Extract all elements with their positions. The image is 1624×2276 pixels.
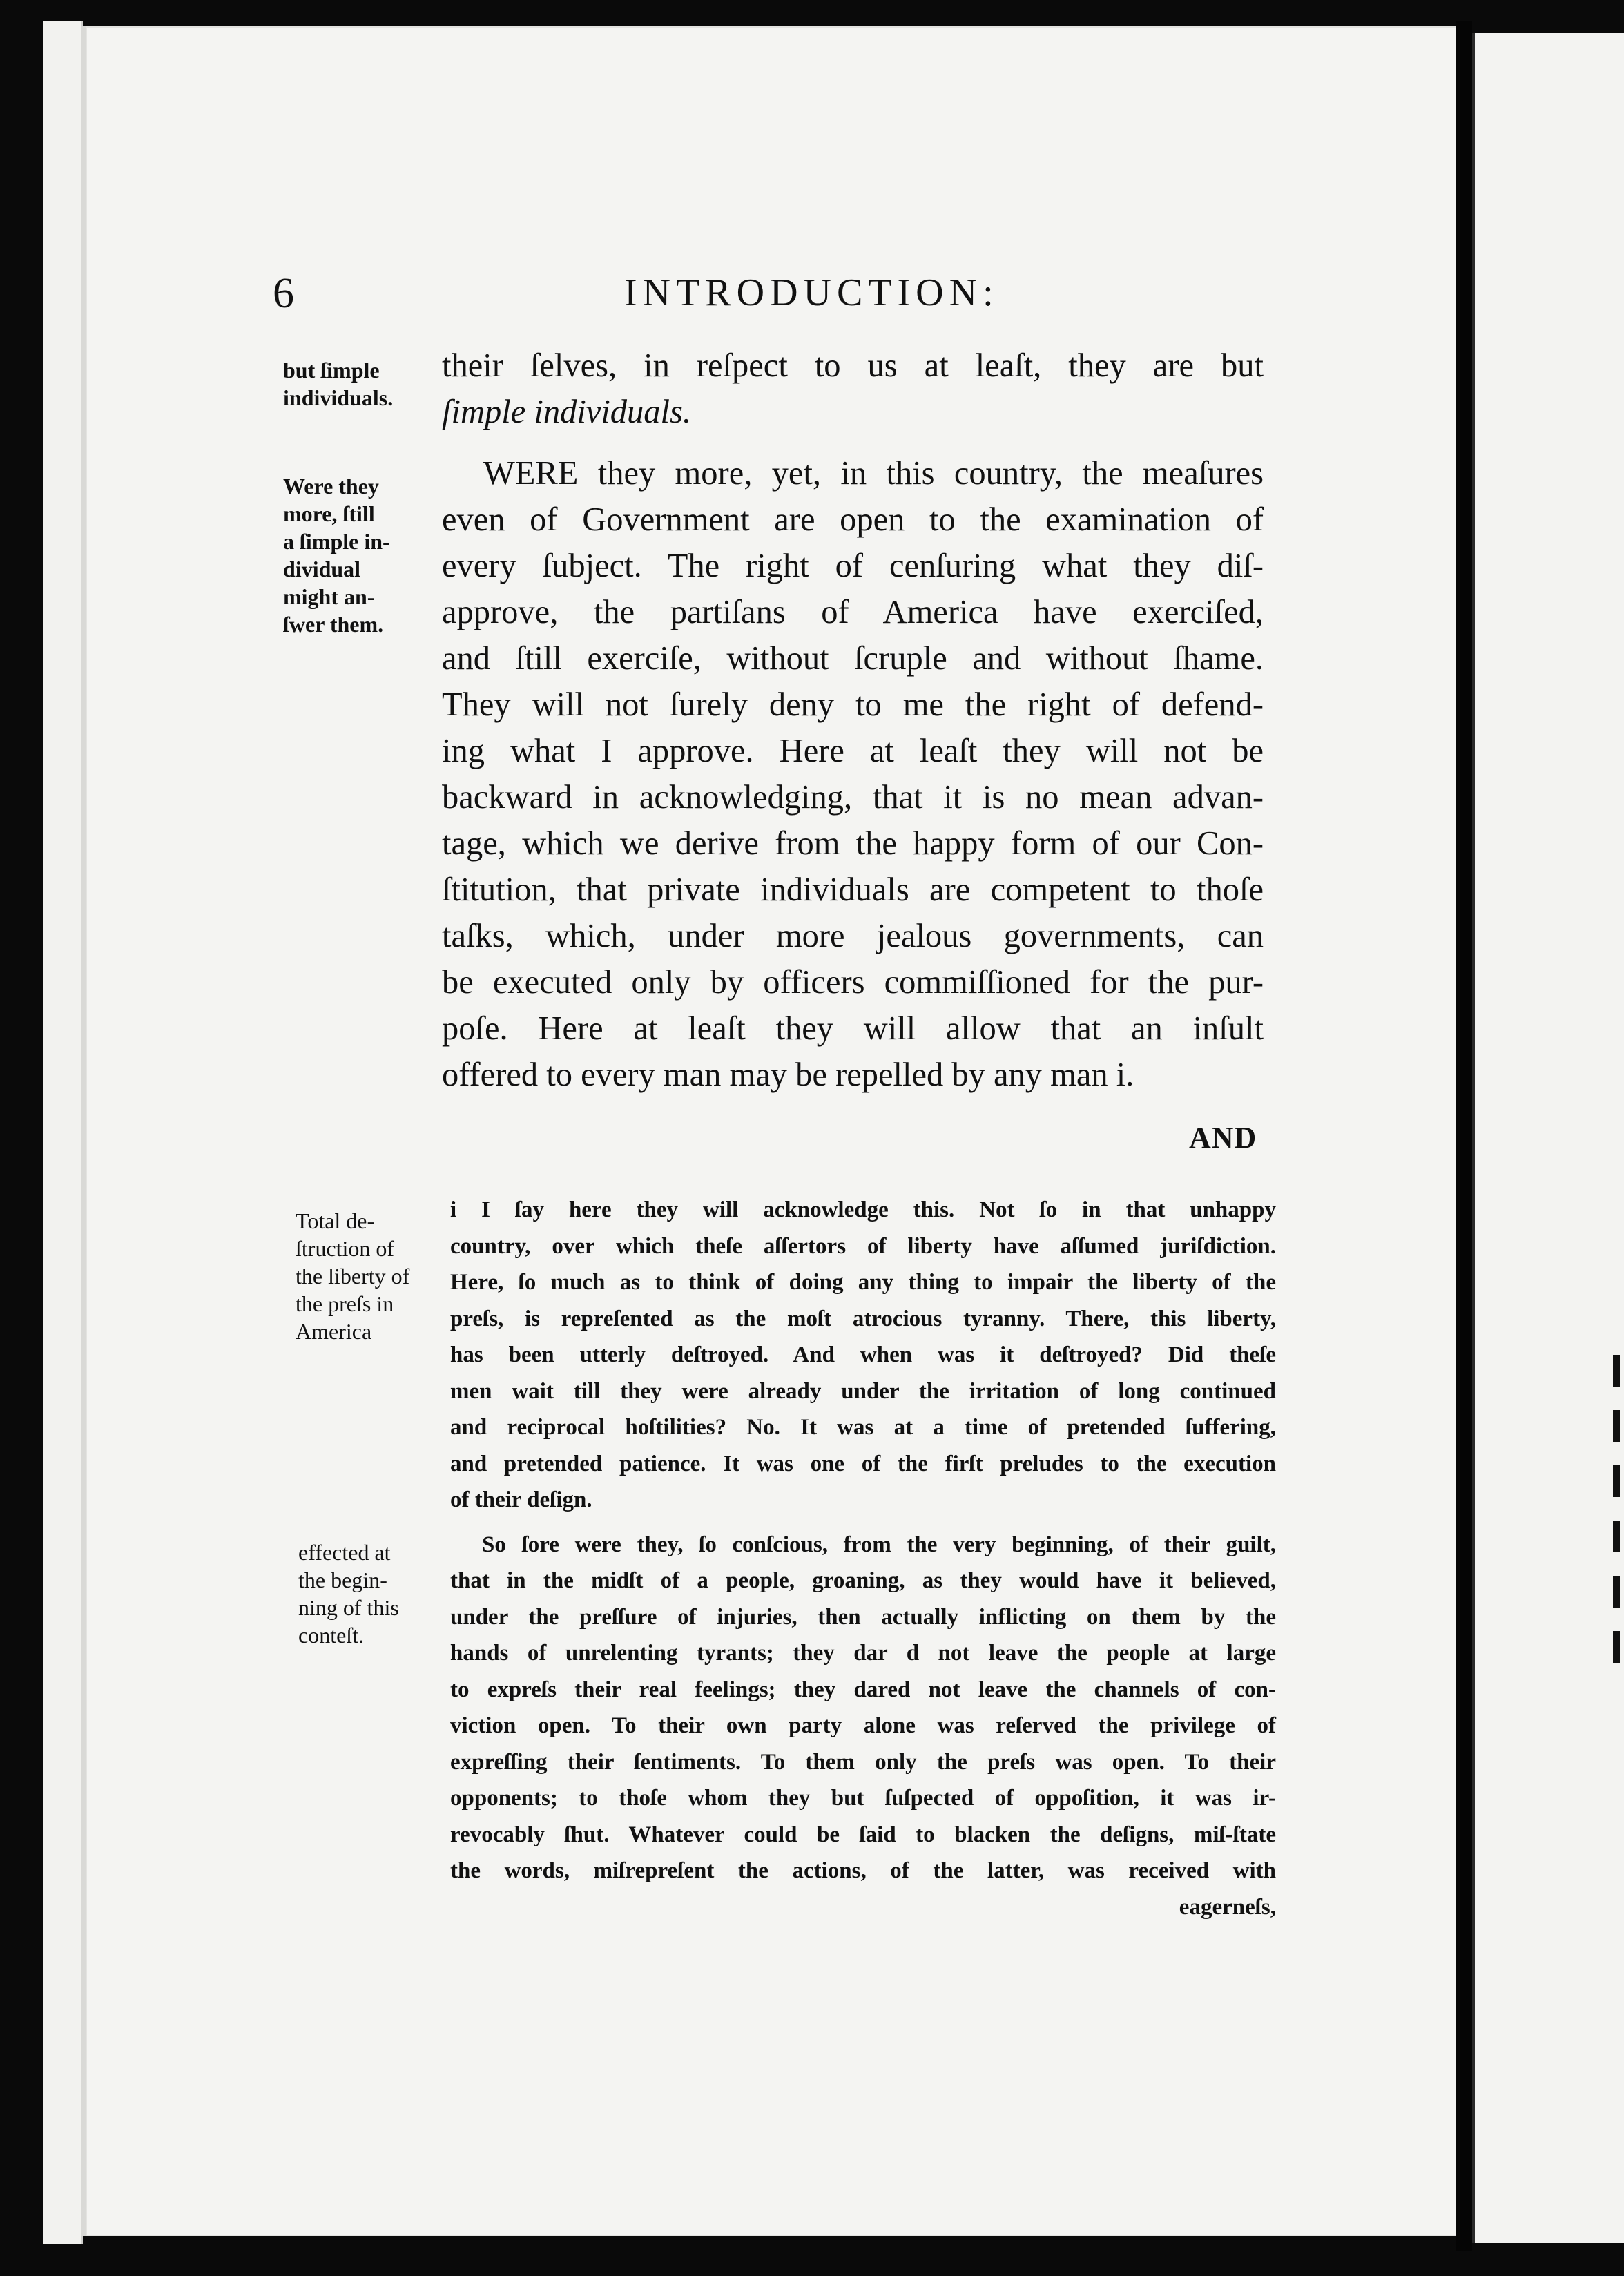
page-number: 6	[273, 270, 294, 317]
margin-note-line: ſwer them.	[283, 612, 384, 637]
running-title: INTRODUCTION:	[624, 271, 999, 314]
facing-page-edge	[1472, 33, 1624, 2243]
footnote-line: i I ſay here they will acknowledge this. Not ſo in that unhappy	[450, 1197, 1276, 1222]
footnote	[450, 1192, 1276, 1925]
footnote-line: eagerneſs,	[1179, 1894, 1276, 1920]
margin-note-line: Were they	[283, 474, 379, 499]
margin-note-line: might an-	[283, 584, 375, 609]
margin-note-line: the liberty of	[296, 1264, 410, 1289]
margin-note-line: the begin-	[298, 1568, 387, 1592]
footnote-paragraph-gap	[450, 1518, 1276, 1527]
footnote-line: has been utterly deſtroyed. And when was it deſtroyed? Did theſe	[450, 1342, 1276, 1367]
footnote-line: and pretended patience. It was one of the firſt preludes to the execution	[450, 1451, 1276, 1476]
footnote-line: the words, miſrepreſent the actions, of the latter, was received with	[450, 1858, 1276, 1883]
text-line: approve, the partiſans of America have exerciſed,	[442, 594, 1264, 630]
text-line: their ſelves, in reſpect to us at leaſt, they are but	[442, 347, 1264, 384]
footnote-line: viction open. To their own party alone was reſerved the privilege of	[450, 1713, 1276, 1738]
footnote-line: under the preſſure of injuries, then actually inflicting on them by the	[450, 1604, 1276, 1630]
footnote-line: expreſſing their ſentiments. To them only the preſs was open. To their	[450, 1749, 1276, 1775]
margin-note-line: Total de-	[296, 1208, 375, 1233]
footnote-line: that in the midſt of a people, groaning, as they would have it believed,	[450, 1568, 1276, 1593]
text-line: ing what I approve. Here at leaſt they will not be	[442, 733, 1264, 769]
margin-note	[283, 472, 442, 638]
text-line: ſimple individuals.	[442, 394, 692, 430]
text-line: even of Government are open to the examination of	[442, 501, 1264, 538]
text-line: tage, which we derive from the happy form of our Con-	[442, 825, 1264, 862]
page-edge	[43, 21, 83, 2244]
margin-note-line: individuals.	[283, 385, 394, 410]
text-line: every ſubject. The right of cenſuring what they diſ-	[442, 548, 1264, 584]
footnote-line: opponents; to thoſe whom they but ſuſpected of oppoſition, it was ir-	[450, 1786, 1276, 1811]
text-line: ſtitution, that private individuals are competent to thoſe	[442, 871, 1264, 908]
footnote-line: and reciprocal hoſtilities? No. It was at a time of pretended ſuffering,	[450, 1415, 1276, 1440]
footnote-line: men wait till they were already under the irritation of long continued	[450, 1378, 1276, 1404]
scan-frame-top	[0, 0, 1624, 28]
text-line: be executed only by officers commiſſioned for the pur-	[442, 964, 1264, 1001]
text-line: WERE they more, yet, in this country, the meaſures	[483, 455, 1264, 492]
footnote-line: of their deſign.	[450, 1487, 592, 1512]
margin-note-line: dividual	[283, 557, 361, 581]
margin-note-line: effected at	[298, 1540, 391, 1565]
footnote-line: So ſore were they, ſo conſcious, from the very beginning, of their guilt,	[482, 1532, 1276, 1557]
margin-note-line: ning of this	[298, 1595, 399, 1620]
margin-note-line: more, ſtill	[283, 501, 375, 526]
margin-note-line: but ſimple	[283, 358, 380, 383]
text-line: and ſtill exerciſe, without ſcruple and without ſhame.	[442, 640, 1264, 677]
footnote-line: preſs, is repreſented as the moſt atrocious tyranny. There, this liberty,	[450, 1306, 1276, 1331]
footnote-line: hands of unrelenting tyrants; they dar d not leave the people at large	[450, 1641, 1276, 1666]
margin-note-line: America	[296, 1319, 372, 1344]
footnote-line: to expreſs their real feelings; they dared not leave the channels of con-	[450, 1677, 1276, 1702]
margin-note-line: the preſs in	[296, 1291, 394, 1316]
text-line: backward in acknowledging, that it is no mean advan-	[442, 779, 1264, 816]
main-text	[442, 343, 1264, 1098]
text-line: offered to every man may be repelled by any man i.	[442, 1057, 1134, 1093]
footnote-line: country, over which theſe aſſertors of liberty have aſſumed juriſdiction.	[450, 1233, 1276, 1259]
margin-note	[296, 1207, 454, 1345]
margin-note-line: conteſt.	[298, 1623, 365, 1648]
text-line: taſks, which, under more jealous governments, can	[442, 918, 1264, 954]
page-gutter	[1456, 21, 1472, 2251]
footnote-line: revocably ſhut. Whatever could be ſaid to blacken the deſigns, miſ-ſtate	[450, 1822, 1276, 1847]
facing-page-text-fragments	[1613, 1331, 1624, 1732]
margin-note-line: ſtruction of	[296, 1236, 395, 1261]
text-line: They will not ſurely deny to me the right of defend-	[442, 686, 1264, 723]
catchword: AND	[1189, 1121, 1257, 1155]
text-line: poſe. Here at leaſt they will allow that an inſult	[442, 1010, 1264, 1047]
margin-note-line: a ſimple in-	[283, 529, 390, 554]
footnote-line: Here, ſo much as to think of doing any thing to impair the liberty of the	[450, 1270, 1276, 1295]
margin-note	[298, 1539, 457, 1649]
margin-note	[283, 356, 442, 412]
